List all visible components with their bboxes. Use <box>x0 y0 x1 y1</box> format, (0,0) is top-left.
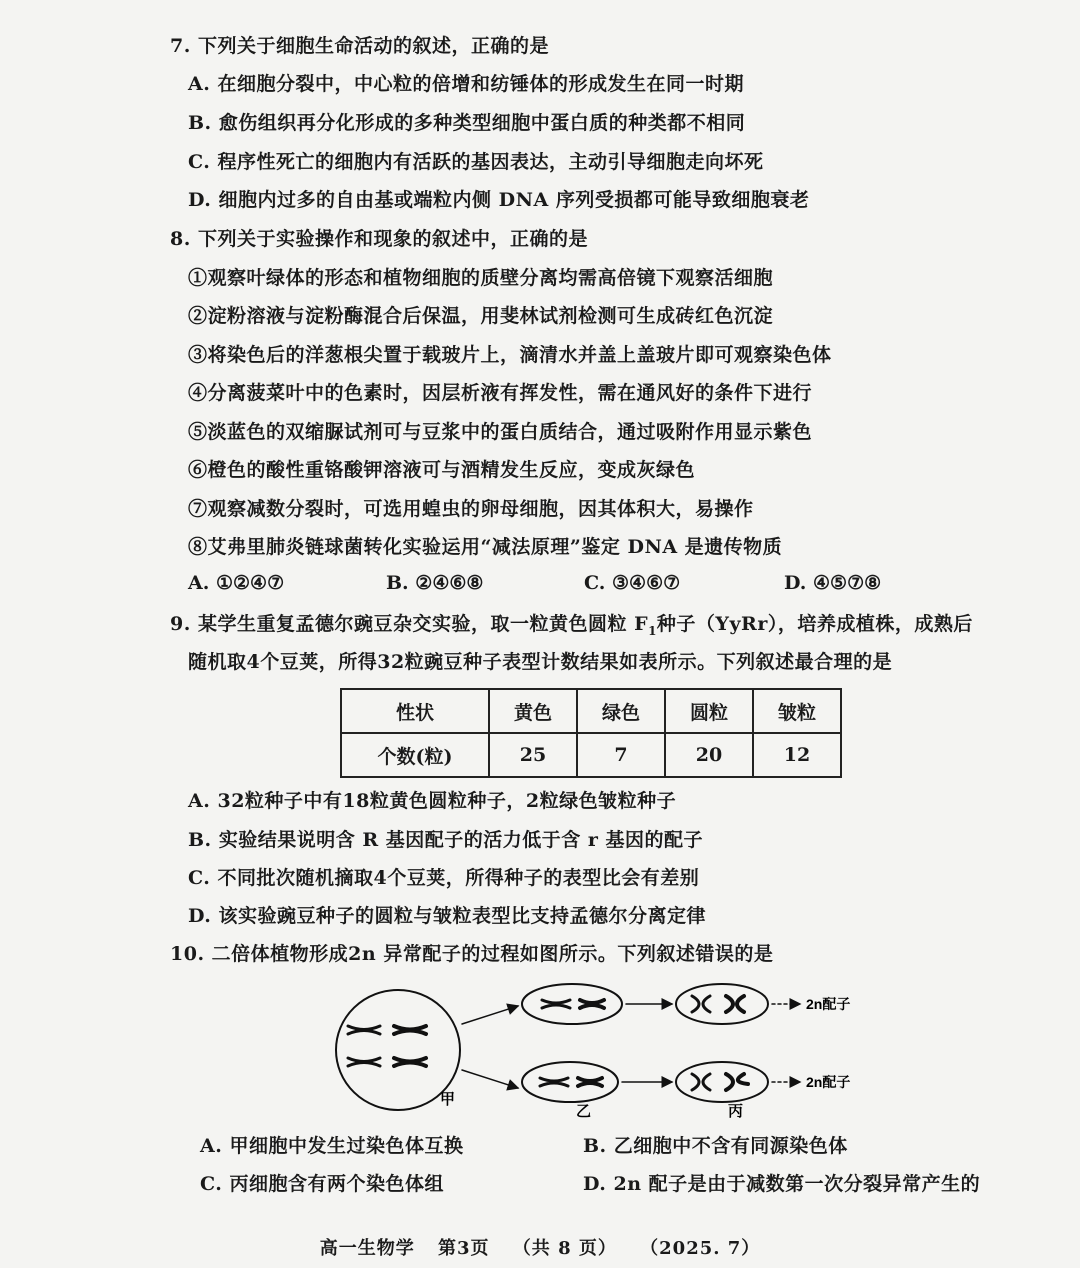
chromosome-top-1b <box>580 1000 604 1008</box>
gamete-label-bottom: 2n配子 <box>806 1074 851 1090</box>
q10-option-a: A. 甲细胞中发生过染色体互换 <box>200 1135 464 1157</box>
q9-option-d: D. 该实验豌豆种子的圆粒与皱粒表型比支持孟德尔分离定律 <box>188 905 707 927</box>
q8-statement-7: ⑦观察减数分裂时，可选用蝗虫的卵母细胞，因其体积大，易操作 <box>188 498 754 520</box>
q7-option-a: A. 在细胞分裂中，中心粒的倍增和纺锤体的形成发生在同一时期 <box>188 73 744 95</box>
label-yi: 乙 <box>576 1103 592 1120</box>
q7-option-b: B. 愈伤组织再分化形成的多种类型细胞中蛋白质的种类都不相同 <box>188 112 746 134</box>
label-bing: 丙 <box>728 1103 744 1120</box>
table-row-label: 个数(粒) <box>341 733 489 777</box>
q9-stem-subscript: 1 <box>648 623 657 638</box>
chromatid-bing-b <box>726 1074 748 1090</box>
chromosome-yi-b <box>578 1078 602 1086</box>
table-cell: 7 <box>577 733 665 777</box>
chromatid-top-2a <box>692 996 710 1012</box>
q9-option-c: C. 不同批次随机摘取4个豆荚，所得种子的表型比会有差别 <box>188 867 700 889</box>
q10-stem: 10. 二倍体植物形成2n 异常配子的过程如图所示。下列叙述错误的是 <box>170 943 774 965</box>
q9-stem-head: 9. 某学生重复孟德尔豌豆杂交实验，取一粒黄色圆粒 F <box>170 613 649 635</box>
chromosome-pair-1b <box>394 1026 426 1034</box>
label-jia: 甲 <box>440 1091 456 1108</box>
q10-option-c: C. 丙细胞含有两个染色体组 <box>200 1173 445 1195</box>
q8-statement-2: ②淀粉溶液与淀粉酶混合后保温，用斐林试剂检测可生成砖红色沉淀 <box>188 305 774 327</box>
chromatid-bing-a <box>692 1074 710 1090</box>
q9-stem-line1 <box>170 612 973 643</box>
cell-bing <box>676 1062 768 1102</box>
chromosome-pair-1a <box>348 1026 380 1034</box>
chromosome-yi-a <box>540 1078 568 1086</box>
q8-stem: 8. 下列关于实验操作和现象的叙述中，正确的是 <box>170 228 588 250</box>
table-header-cell: 黄色 <box>489 689 577 733</box>
meiosis-diagram <box>320 978 860 1120</box>
page-footer <box>0 1234 1080 1260</box>
table-cell: 12 <box>753 733 841 777</box>
cell-top-2 <box>676 984 768 1024</box>
q7-option-d: D. 细胞内过多的自由基或端粒内侧 DNA 序列受损都可能导致细胞衰老 <box>188 189 810 211</box>
q8-statement-8: ⑧艾弗里肺炎链球菌转化实验运用“减法原理”鉴定 DNA 是遗传物质 <box>188 536 783 558</box>
cell-top-1 <box>522 984 622 1024</box>
table-header-row <box>341 689 841 733</box>
table-cell: 20 <box>665 733 753 777</box>
cell-yi <box>522 1062 618 1102</box>
arrow-jia-to-top <box>462 1006 518 1024</box>
table-header-cell: 性状 <box>341 689 489 733</box>
arrow-jia-to-yi <box>462 1070 518 1088</box>
footer-total: （共 8 页） <box>512 1238 617 1259</box>
q8-option-b: B. ②④⑥⑧ <box>386 572 484 594</box>
chromatid-top-2b <box>726 996 744 1012</box>
q8-statement-6: ⑥橙色的酸性重铬酸钾溶液可与酒精发生反应，变成灰绿色 <box>188 459 696 481</box>
footer-subject: 高一生物学 <box>319 1238 415 1259</box>
footer-page: 第3页 <box>437 1238 490 1259</box>
q7-option-c: C. 程序性死亡的细胞内有活跃的基因表达，主动引导细胞走向坏死 <box>188 151 764 173</box>
seed-phenotype-table <box>340 688 842 778</box>
q8-statement-4: ④分离菠菜叶中的色素时，因层析液有挥发性，需在通风好的条件下进行 <box>188 382 813 404</box>
chromosome-pair-2b <box>394 1058 426 1066</box>
table-cell: 25 <box>489 733 577 777</box>
q7-stem: 7. 下列关于细胞生命活动的叙述，正确的是 <box>170 35 549 57</box>
gamete-label-top: 2n配子 <box>806 996 851 1012</box>
q8-option-a: A. ①②④⑦ <box>188 572 285 594</box>
q8-statement-3: ③将染色后的洋葱根尖置于载玻片上，滴清水并盖上盖玻片即可观察染色体 <box>188 344 832 366</box>
q9-option-b: B. 实验结果说明含 R 基因配子的活力低于含 r 基因的配子 <box>188 829 704 851</box>
q8-options <box>188 572 948 598</box>
q9-stem-line2: 随机取4个豆荚，所得32粒豌豆种子表型计数结果如表所示。下列叙述最合理的是 <box>188 651 893 673</box>
footer-date: （2025. 7） <box>640 1238 761 1259</box>
q8-option-d: D. ④⑤⑦⑧ <box>784 572 882 594</box>
chromosome-pair-2a <box>348 1058 380 1066</box>
q8-statement-1: ①观察叶绿体的形态和植物细胞的质壁分离均需高倍镜下观察活细胞 <box>188 267 774 289</box>
chromosome-top-1a <box>542 1000 570 1008</box>
q8-statement-5: ⑤淡蓝色的双缩脲试剂可与豆浆中的蛋白质结合，通过吸附作用显示紫色 <box>188 421 813 443</box>
table-row <box>341 733 841 777</box>
table-header-cell: 绿色 <box>577 689 665 733</box>
table-header-cell: 圆粒 <box>665 689 753 733</box>
q10-option-b: B. 乙细胞中不含有同源染色体 <box>583 1135 848 1157</box>
q9-stem-tail: 种子（YyRr），培养成植株，成熟后 <box>656 613 973 635</box>
q9-option-a: A. 32粒种子中有18粒黄色圆粒种子，2粒绿色皱粒种子 <box>188 790 677 812</box>
q8-option-c: C. ③④⑥⑦ <box>584 572 681 594</box>
q10-option-d: D. 2n 配子是由于减数第一次分裂异常产生的 <box>583 1173 981 1195</box>
table-header-cell: 皱粒 <box>753 689 841 733</box>
